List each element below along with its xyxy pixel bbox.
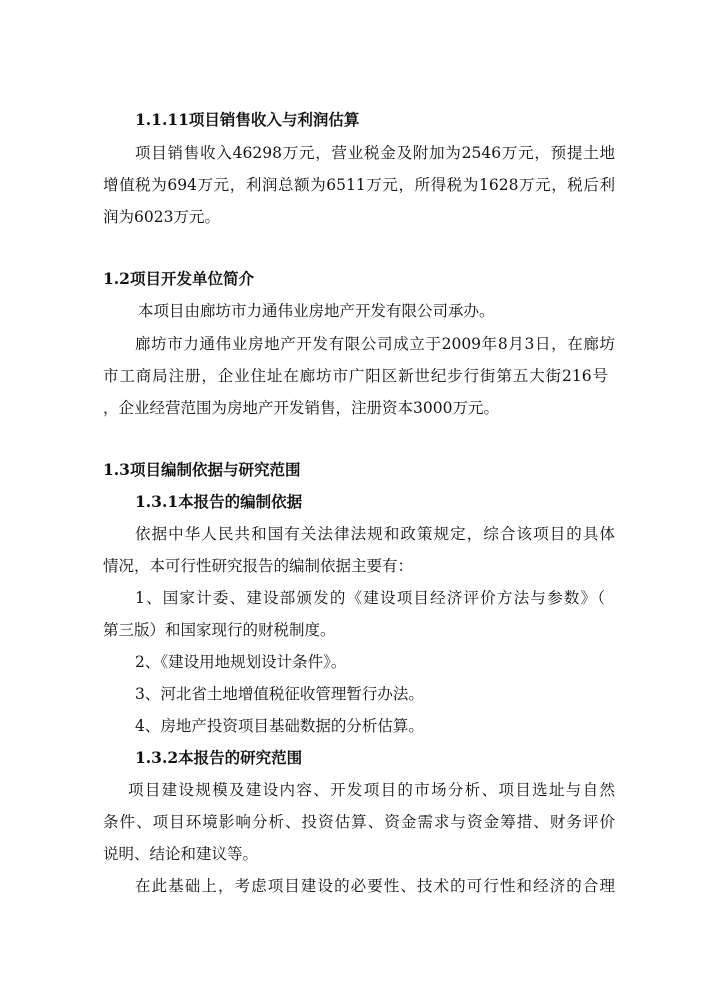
paragraph-line: 项目销售收入46298万元，营业税金及附加为2546万元，预提土地 bbox=[135, 144, 615, 162]
paragraph-line: 情况，本可行性研究报告的编制依据主要有： bbox=[103, 557, 414, 575]
paragraph-line: 增值税为694万元，利润总额为6511万元，所得税为1628万元，税后利 bbox=[103, 176, 615, 194]
paragraph-line: 说明、结论和建议等。 bbox=[103, 845, 259, 863]
paragraph-line: 依据中华人民共和国有关法律法规和政策规定，综合该项目的具体 bbox=[135, 525, 615, 543]
section-heading-1-1-11: 1.1.11项目销售收入与利润估算 bbox=[135, 110, 360, 129]
list-item: 2、《建设用地规划设计条件》。 bbox=[135, 653, 347, 671]
list-item: 4、房地产投资项目基础数据的分析估算。 bbox=[135, 717, 424, 735]
list-item: 3、河北省土地增值税征收管理暂行办法。 bbox=[135, 685, 424, 703]
paragraph-line: 廊坊市力通伟业房地产开发有限公司成立于2009年8月3日，在廊坊 bbox=[135, 335, 615, 353]
subsection-heading-1-3-1: 1.3.1本报告的编制依据 bbox=[135, 492, 303, 511]
paragraph-line: 本项目由廊坊市力通伟业房地产开发有限公司承办。 bbox=[138, 302, 495, 320]
subsection-heading-1-3-2: 1.3.2本报告的研究范围 bbox=[135, 748, 303, 767]
paragraph-line: 润为6023万元。 bbox=[103, 208, 220, 226]
list-item-line: 第三版）和国家现行的财税制度。 bbox=[103, 621, 336, 639]
section-heading-1-2: 1.2项目开发单位简介 bbox=[103, 269, 254, 288]
paragraph-line: 在此基础上，考虑项目建设的必要性、技术的可行性和经济的合理 bbox=[135, 877, 615, 895]
paragraph-line: ，企业经营范围为房地产开发销售，注册资本3000万元。 bbox=[103, 399, 499, 417]
list-item-line: 1、国家计委、建设部颁发的《建设项目经济评价方法与参数》（ bbox=[135, 589, 605, 607]
section-heading-1-3: 1.3项目编制依据与研究范围 bbox=[103, 460, 301, 479]
paragraph-line: 市工商局注册，企业住址在廊坊市广阳区新世纪步行街第五大街216号 bbox=[103, 367, 608, 385]
paragraph-line: 项目建设规模及建设内容、开发项目的市场分析、项目选址与自然 bbox=[128, 781, 615, 799]
paragraph-line: 条件、项目环境影响分析、投资估算、资金需求与资金筹措、财务评价 bbox=[103, 813, 615, 831]
